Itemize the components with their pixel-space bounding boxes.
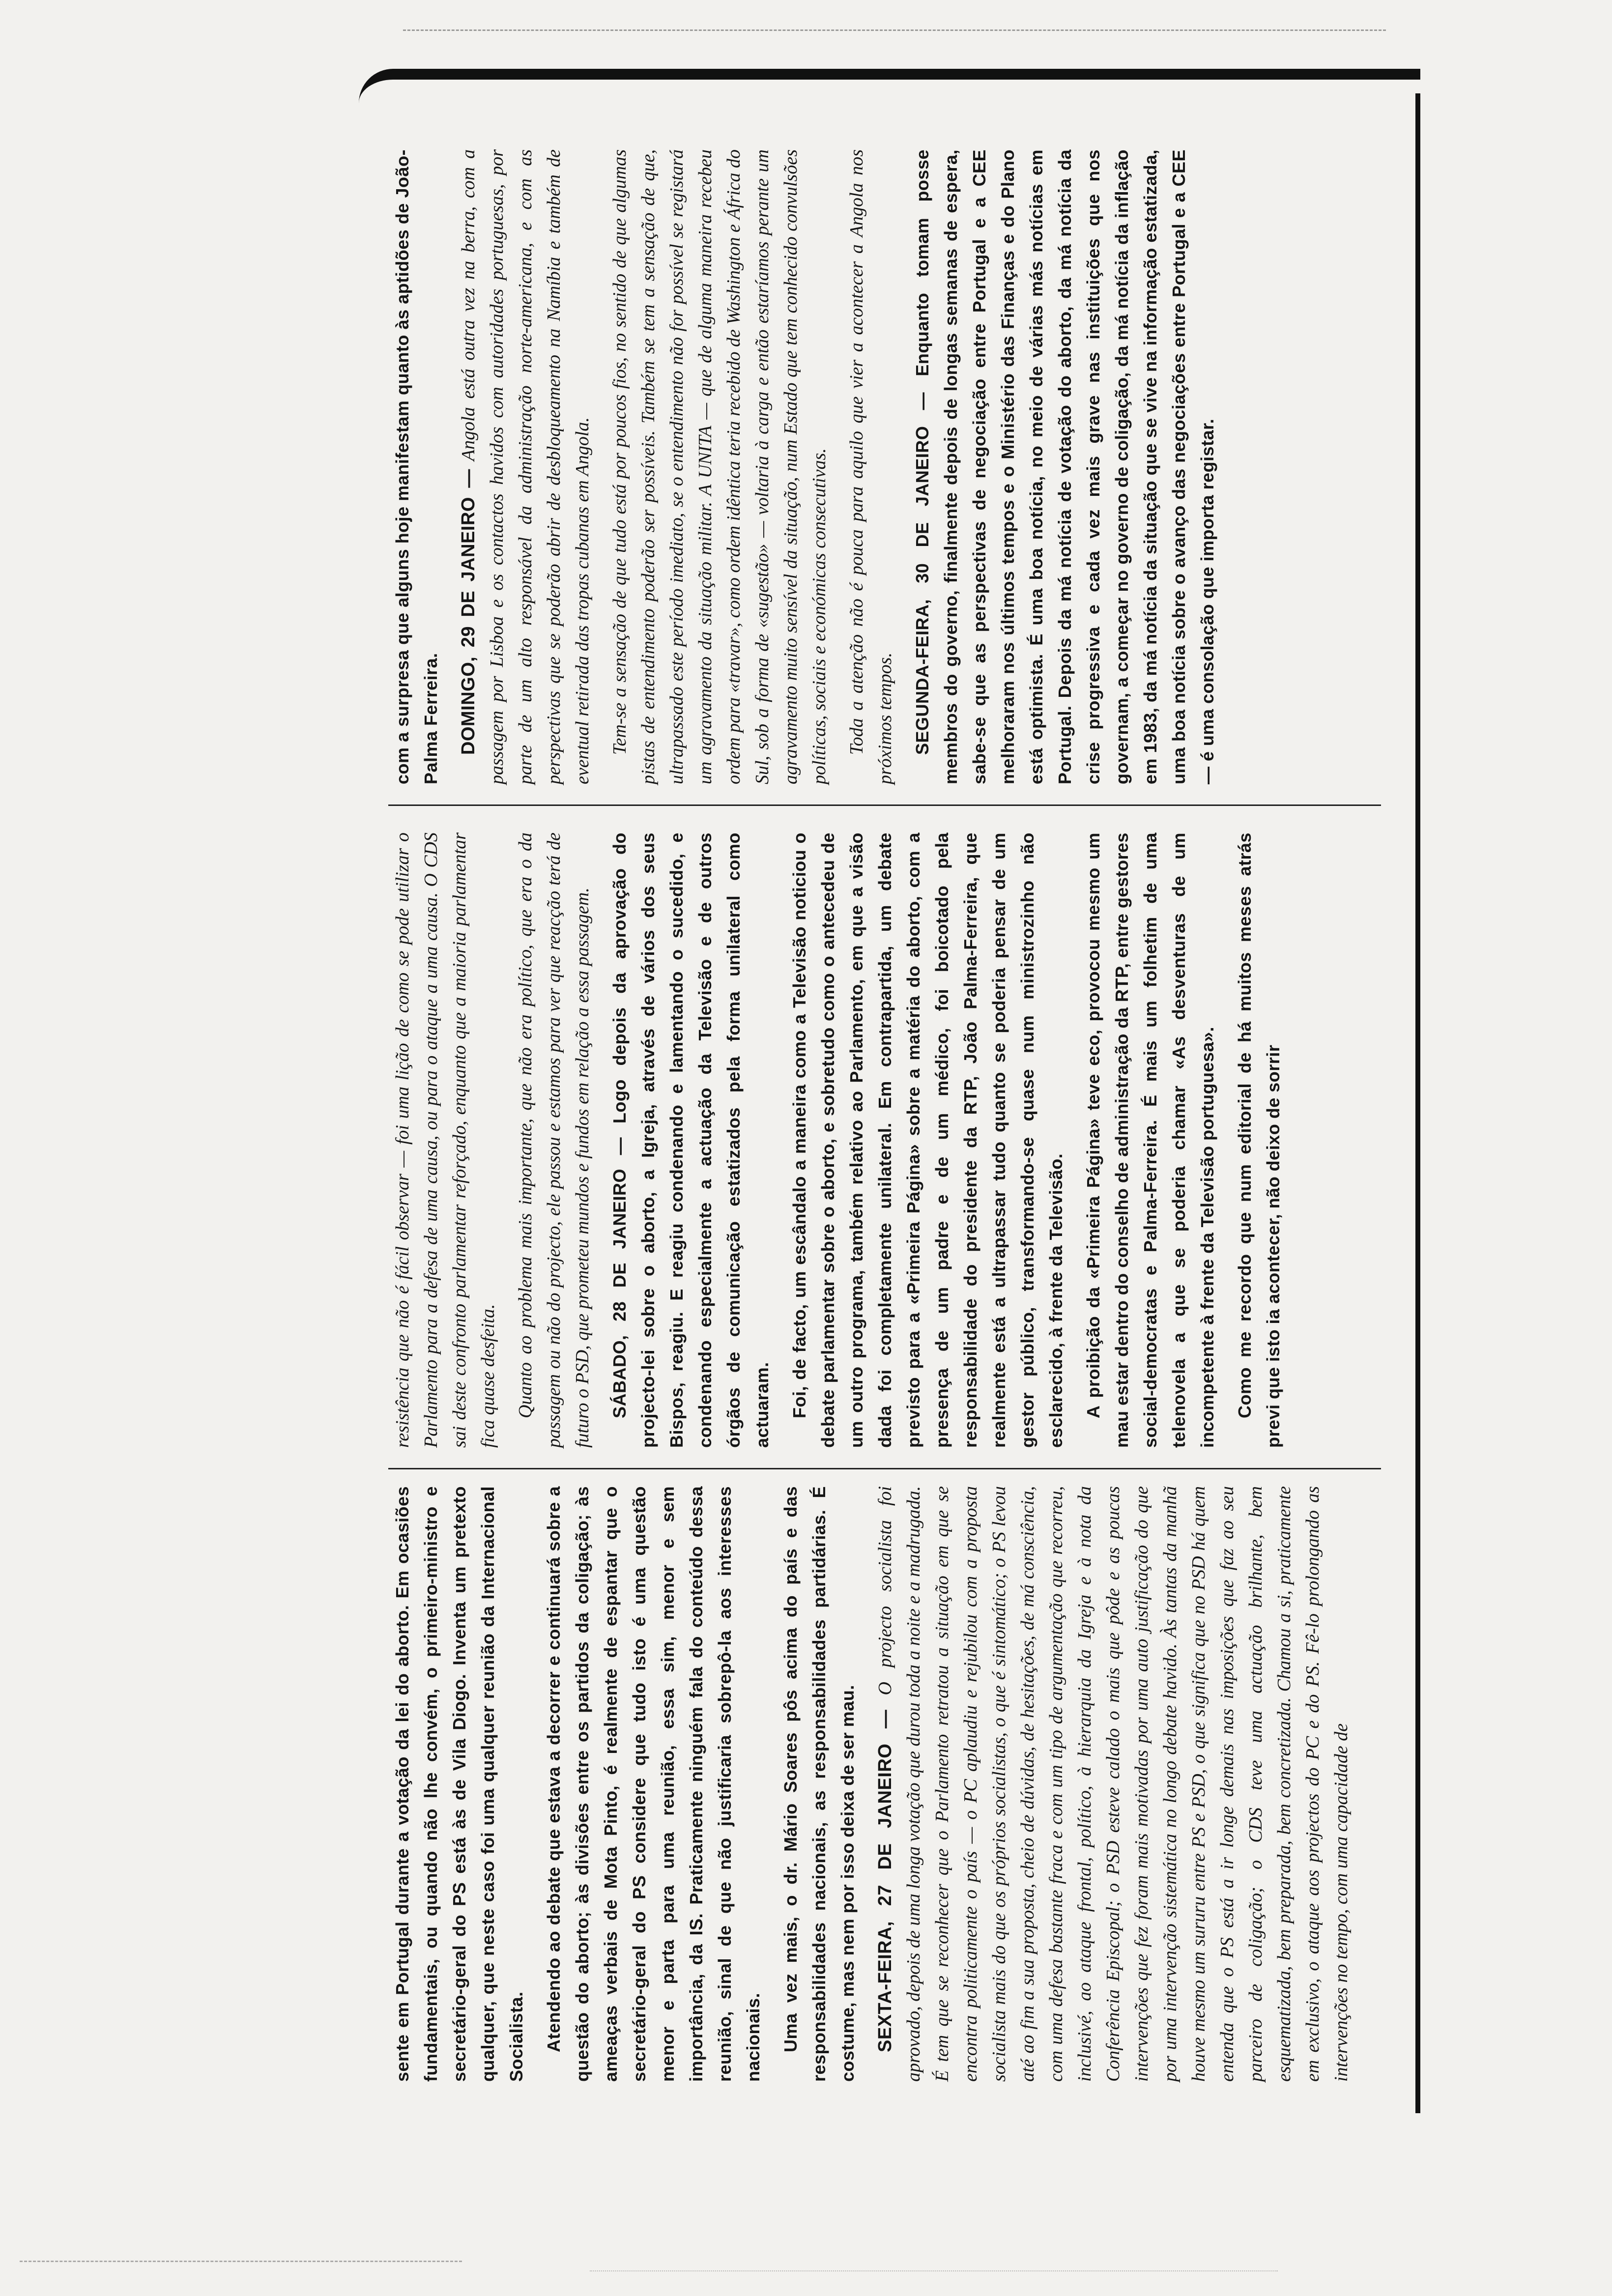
col3-paragraph-3: Tem-se a sensação de que tudo está por poucos fios, no sentido de que algumas pistas de entendimento poderão ser possíveis. Também se tem a sensação de que, ultrapassado este período imediato, se o entendimento não for possível se registará um agravamento da situação militar. A UNITA — que de alguma maneira recebeu ordem para «travar», como ordem idêntica teria recebido de Washington e África do Sul, sob a forma de «sugestão» — voltaria à carga e então estaríamos perante um agravamento muito sensível da situação, num Estado que tem conhecido convulsões políticas, sociais e económicas consecutivas. (609, 149, 830, 784)
col3-paragraph-4: Toda a atenção não é pouca para aquilo que vier a acontecer a Angola nos próximos tempos. (846, 149, 895, 784)
col3-paragraph-1: com a surpresa que alguns hoje manifestam quanto às aptidões de João-Palma Ferreira. (392, 149, 441, 784)
col1-paragraph-4-text: O projecto socialista foi aprovado, depois de uma longa votação que durou toda a noite e a madrugada. É tem que se reconhecer que o Parlamento retratou a situação em que se encontra politicamente o país — o PC aplaudiu e rejubilou com a proposta socialista mais do que os próprios socialistas, o que é sintomático; o PS levou até ao fim a sua proposta, cheio de dúvidas, de hesitações, de má consciência, com uma defesa bastante fraca e com um tipo de argumentação que recorreu, inclusivé, ao ataque frontal, político, à hierarquia da Igreja e à nota da Conferência Episcopal; o PSD esteve calado o mais que pôde e as poucas intervenções que fez foram mais motivadas por uma auto justificação do que por uma intervenção sistemática no longo debate havido. Às tantas da manhã houve mesmo um sururu entre PS e PSD, o que significa que no PSD há quem entenda que o PS está a ir longe demais nas imposições que faz ao seu parceiro de coligação; o CDS teve uma actuação brilhante, bem esquematizada, bem preparada, bem concretizada. Chamou a si, praticamente em exclusivo, o ataque aos projectos do PC e do PS. Fê-lo prolongando as intervenções no tempo, com uma capacidade de (875, 1486, 1352, 2082)
col2-paragraph-3-text: Logo depois da aprovação do projecto-lei sobre o aborto, a Igreja, através de vários dos seus Bispos, reagiu. E reagiu condenando e lamentando o sucedido, e condenando especialmente a actuação da Televisão e de outros órgãos de comunicação estatizados pela forma unilateral como actuaram. (609, 832, 772, 1448)
column-rule-1 (388, 1468, 1381, 1469)
col1-paragraph-1: sente em Portugal durante a votação da lei do aborto. Em ocasiões fundamentais, ou quando não lhe convém, o primeiro-ministro e secretário-geral do PS está às de Vila Diogo. Inventa um pretexto qualquer, que neste caso foi uma qualquer reunião da Internacional Socialista. (392, 1486, 526, 2082)
friday-heading: SEXTA-FEIRA, 27 DE JANEIRO — (875, 1709, 895, 2052)
col2-paragraph-5: A proibição da «Primeira Página» teve eco, provocou mesmo um mau estar dentro do conselho de administração da RTP, entre gestores social-democratas e Palma-Ferreira. É mais um folhetim de uma telenovela a que se poderia chamar «As desventuras de um incompetente à frente da Televisão portuguesa». (1083, 832, 1217, 1448)
col3-paragraph-5-text: Enquanto tomam posse membros do governo, finalmente depois de longas semanas de espera, sabe-se que as perspectivas de negociação entre Portugal e a CEE melhoraram nos últimos tempos e o Ministério das Finanças e do Plano está optimista. É uma boa notícia, no meio de várias más notícias em Portugal. Depois da má notícia de votação do aborto, da má notícia da crise progressiva e cada vez mais grave nas instituições que nos governam, a começar no governo de coligação, da má notícia da inflação em 1983, da má notícia da situação que se vive na informação estatizada, uma boa notícia sobre o avanço das negociações entre Portugal e a CEE — é uma consolação que importa registar. (912, 149, 1217, 784)
col1-paragraph-2: Atendendo ao debate que estava a decorrer e continuará sobre a questão do aborto; às divisões entre os partidos da coligação; às ameaças verbais de Mota Pinto, é realmente de espantar que o secretário-geral do PS considere que tudo isto é uma questão menor e parta para uma reunião, essa sim, menor e sem importância, da IS. Praticamente ninguém fala do conteúdo dessa reunião, sinal de que não justificaria sobrepô-la aos interesses nacionais. (544, 1486, 763, 2082)
column-rule-2 (388, 804, 1381, 806)
monday-heading: SEGUNDA-FEIRA, 30 DE JANEIRO — (912, 392, 932, 755)
col2-paragraph-4: Foi, de facto, um escândalo a maneira como a Televisão noticiou o debate parlamentar sobre o aborto, e sobretudo como o antecedeu de um outro programa, também relativo ao Parlamento, em que a visão dada foi completamente unilateral. Em contrapartida, um debate previsto para a «Primeira Página» sobre a matéria do aborto, com a presença de um padre e de um médico, foi boicotado pela responsabilidade do presidente da RTP, João Palma-Ferreira, que realmente está a ultrapassar tudo quanto se poderia pensar de um gestor público, transformando-se quase num ministrozinho não esclarecido, à frente da Televisão. (789, 832, 1066, 1448)
scan-edge-mark-bottom (20, 2261, 462, 2262)
saturday-heading: SÁBADO, 28 DE JANEIRO — (609, 1137, 630, 1418)
col2-paragraph-1: resistência que não é fácil observar — foi uma lição de como se pode utilizar o Parlamento para a defesa de uma causa, ou para o ataque a uma causa. O CDS sai deste confronto parlamentar reforçado, enquanto que a maioria parlamentar fica quase desfeita. (392, 832, 498, 1448)
scan-edge-mark-top (403, 29, 1386, 31)
col1-paragraph-3: Uma vez mais, o dr. Mário Soares pôs acima do país e das responsabilidades nacionais, as responsabilidades partidárias. É costume, mas nem por isso deixa de ser mau. (780, 1486, 858, 2082)
scan-edge-mark-bottom-2 (590, 2270, 1278, 2271)
col2-paragraph-6: Como me recordo que num editorial de há muitos meses atrás previ que isto ia acontecer, não deixo de sorrir (1235, 832, 1283, 1448)
col3-paragraph-5 (908, 149, 1222, 784)
col3-paragraph-2 (454, 149, 597, 784)
col1-paragraph-4 (871, 1486, 1355, 2082)
clipping-bottom-border (1415, 93, 1420, 2113)
sunday-heading: DOMINGO, 29 DE JANEIRO — (458, 469, 479, 755)
col3-paragraph-2-text: Angola está outra vez na berra, com a passagem por Lisboa e os contactos havidos com autoridades portuguesas, por parte de um alto responsável da administração norte-americana, e com as perspectivas que se poderão abrir de desbloqueamento na Namíbia e também de eventual retirada das tropas cubanas em Angola. (458, 149, 593, 784)
column-2 (388, 821, 1386, 1460)
rotated-newspaper-clipping (359, 69, 1420, 2113)
col2-paragraph-2: Quanto ao problema mais importante, que não era político, que era o da passagem ou não do projecto, ele passou e estamos para ver que reacção terá de futuro o PSD, que prometeu mundos e fundos em relação a essa passagem. (515, 832, 593, 1448)
column-1 (388, 1474, 1386, 2094)
col2-paragraph-3 (605, 832, 777, 1448)
column-3 (388, 138, 1386, 796)
